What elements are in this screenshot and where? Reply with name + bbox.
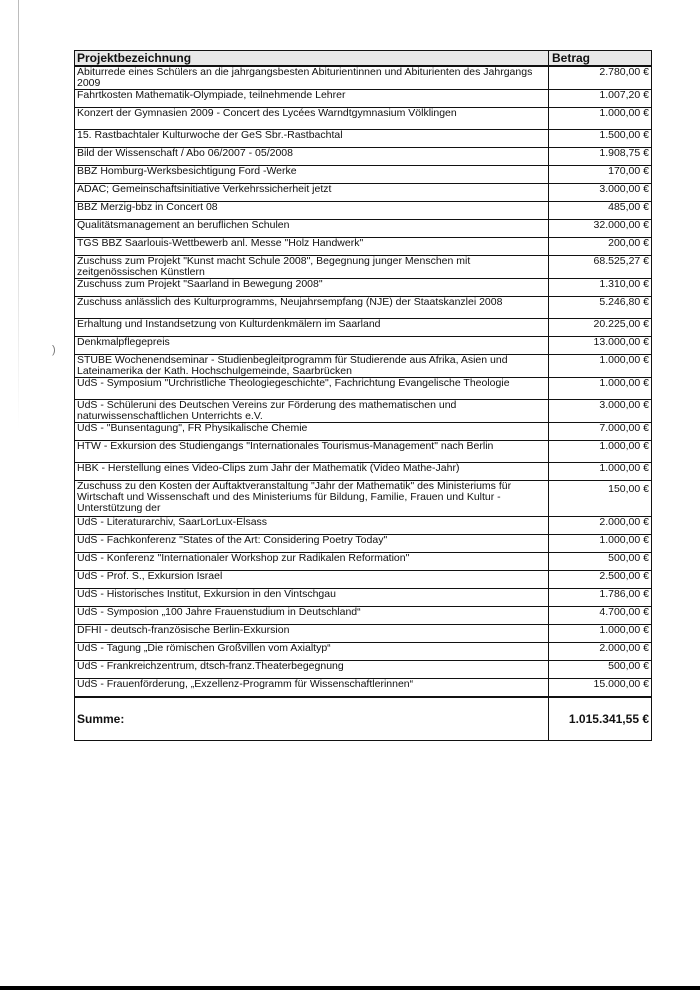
table-row <box>75 535 652 553</box>
table-row <box>75 400 652 423</box>
amount-cell: 13.000,00 € <box>549 337 652 355</box>
scan-bottom-edge <box>0 986 700 990</box>
table-row <box>75 355 652 378</box>
amount-cell: 2.000,00 € <box>549 643 652 661</box>
table-row <box>75 553 652 571</box>
table-row <box>75 423 652 441</box>
amount-cell: 200,00 € <box>549 238 652 256</box>
project-cell: Zuschuss anlässlich des Kulturprogramms, Neujahrsempfang (NJE) der Staatskanzlei 2008 <box>75 297 549 319</box>
table-row <box>75 661 652 679</box>
amount-cell: 20.225,00 € <box>549 319 652 337</box>
amount-cell: 1.786,00 € <box>549 589 652 607</box>
table-row <box>75 166 652 184</box>
table-row <box>75 279 652 297</box>
project-cell: Qualitätsmanagement an beruflichen Schulen <box>75 220 549 238</box>
amount-cell: 3.000,00 € <box>549 184 652 202</box>
project-cell: UdS - Prof. S., Exkursion Israel <box>75 571 549 589</box>
header-project: Projektbezeichnung <box>75 51 549 67</box>
project-cell: UdS - "Bunsentagung", FR Physikalische Chemie <box>75 423 549 441</box>
amount-cell: 485,00 € <box>549 202 652 220</box>
amount-cell: 1.000,00 € <box>549 441 652 463</box>
amount-cell: 1.000,00 € <box>549 355 652 378</box>
table-row <box>75 90 652 108</box>
amount-cell: 1.000,00 € <box>549 535 652 553</box>
project-cell: BBZ Homburg-Werksbesichtigung Ford -Werke <box>75 166 549 184</box>
project-cell: UdS - Konferenz "Internationaler Workshop zur Radikalen Reformation" <box>75 553 549 571</box>
project-cell: UdS - Tagung „Die römischen Großvillen vom Axialtyp“ <box>75 643 549 661</box>
project-cell: HBK - Herstellung eines Video-Clips zum Jahr der Mathematik (Video Mathe-Jahr) <box>75 463 549 481</box>
amount-cell: 2.000,00 € <box>549 517 652 535</box>
amount-cell: 5.246,80 € <box>549 297 652 319</box>
total-label: Summe: <box>75 697 549 741</box>
funding-table <box>74 50 652 741</box>
table-row <box>75 256 652 279</box>
project-cell: UdS - Fachkonferenz "States of the Art: Considering Poetry Today" <box>75 535 549 553</box>
table-row <box>75 108 652 130</box>
table-row <box>75 297 652 319</box>
table-row <box>75 571 652 589</box>
amount-cell: 500,00 € <box>549 661 652 679</box>
table-row <box>75 202 652 220</box>
project-cell: UdS - Symposion „100 Jahre Frauenstudium in Deutschland“ <box>75 607 549 625</box>
total-row <box>75 697 652 741</box>
project-cell: UdS - Symposium "Urchristliche Theologiegeschichte", Fachrichtung Evangelische Theologie <box>75 378 549 400</box>
amount-cell: 2.500,00 € <box>549 571 652 589</box>
amount-cell: 2.780,00 € <box>549 66 652 90</box>
amount-cell: 68.525,27 € <box>549 256 652 279</box>
table-row <box>75 643 652 661</box>
table-row <box>75 481 652 517</box>
project-cell: STUBE Wochenendseminar - Studienbegleitprogramm für Studierende aus Afrika, Asien und Lateinamerika der Kath. Hochschulgemeinde, Saarbrücken <box>75 355 549 378</box>
project-cell: 15. Rastbachtaler Kulturwoche der GeS Sbr.-Rastbachtal <box>75 130 549 148</box>
project-cell: ADAC; Gemeinschaftsinitiative Verkehrssicherheit jetzt <box>75 184 549 202</box>
table-row <box>75 517 652 535</box>
table-row <box>75 589 652 607</box>
amount-cell: 1.000,00 € <box>549 463 652 481</box>
project-cell: Zuschuss zum Projekt "Saarland in Bewegung 2008" <box>75 279 549 297</box>
amount-cell: 32.000,00 € <box>549 220 652 238</box>
project-cell: Bild der Wissenschaft / Abo 06/2007 - 05/2008 <box>75 148 549 166</box>
amount-cell: 1.000,00 € <box>549 108 652 130</box>
table-row <box>75 607 652 625</box>
project-cell: Konzert der Gymnasien 2009 - Concert des Lycées Warndtgymnasium Völklingen <box>75 108 549 130</box>
table-row <box>75 184 652 202</box>
table-row <box>75 441 652 463</box>
project-cell: DFHI - deutsch-französische Berlin-Exkursion <box>75 625 549 643</box>
project-cell: Fahrtkosten Mathematik-Olympiade, teilnehmende Lehrer <box>75 90 549 108</box>
amount-cell: 15.000,00 € <box>549 679 652 698</box>
amount-cell: 1.500,00 € <box>549 130 652 148</box>
project-cell: UdS - Literaturarchiv, SaarLorLux-Elsass <box>75 517 549 535</box>
table-row <box>75 319 652 337</box>
project-cell: BBZ Merzig-bbz in Concert 08 <box>75 202 549 220</box>
project-cell: UdS - Schüleruni des Deutschen Vereins zur Förderung des mathematischen und naturwissenschaftlichen Unterrichts e.V. <box>75 400 549 423</box>
amount-cell: 500,00 € <box>549 553 652 571</box>
amount-cell: 4.700,00 € <box>549 607 652 625</box>
amount-cell: 1.007,20 € <box>549 90 652 108</box>
project-cell: Abiturrede eines Schülers an die jahrgangsbesten Abiturientinnen und Abiturienten des Jahrgangs 2009 <box>75 66 549 90</box>
table-row <box>75 148 652 166</box>
project-cell: Denkmalpflegepreis <box>75 337 549 355</box>
amount-cell: 3.000,00 € <box>549 400 652 423</box>
scan-edge-left <box>18 0 19 430</box>
table-row <box>75 625 652 643</box>
table-body <box>75 66 652 741</box>
amount-cell: 1.908,75 € <box>549 148 652 166</box>
amount-cell: 1.000,00 € <box>549 625 652 643</box>
amount-cell: 1.000,00 € <box>549 378 652 400</box>
table-row <box>75 220 652 238</box>
amount-cell: 1.310,00 € <box>549 279 652 297</box>
table-row <box>75 679 652 698</box>
project-cell: UdS - Historisches Institut, Exkursion in den Vintschgau <box>75 589 549 607</box>
project-cell: Zuschuss zu den Kosten der Auftaktveranstaltung "Jahr der Mathematik" des Ministeriums für Wirtschaft und Wissenschaft und des Ministeriums für Bildung, Familie, Frauen und Kultur - Unterstützung der <box>75 481 549 517</box>
project-cell: TGS BBZ Saarlouis-Wettbewerb anl. Messe "Holz Handwerk" <box>75 238 549 256</box>
project-cell: UdS - Frauenförderung, „Exzellenz-Programm für Wissenschaftlerinnen“ <box>75 679 549 698</box>
table-row <box>75 463 652 481</box>
table-row <box>75 378 652 400</box>
project-cell: Erhaltung und Instandsetzung von Kulturdenkmälern im Saarland <box>75 319 549 337</box>
project-cell: HTW - Exkursion des Studiengangs "Internationales Tourismus-Management" nach Berlin <box>75 441 549 463</box>
amount-cell: 170,00 € <box>549 166 652 184</box>
amount-cell: 7.000,00 € <box>549 423 652 441</box>
total-amount: 1.015.341,55 € <box>549 697 652 741</box>
table-row <box>75 66 652 90</box>
project-cell: UdS - Frankreichzentrum, dtsch-franz.Theaterbegegnung <box>75 661 549 679</box>
amount-cell: 150,00 € <box>549 481 652 517</box>
header-amount: Betrag <box>549 51 652 67</box>
table-row <box>75 238 652 256</box>
table-header-row <box>75 51 652 67</box>
scan-mark: ) <box>52 344 56 356</box>
table-row <box>75 130 652 148</box>
table-row <box>75 337 652 355</box>
project-cell: Zuschuss zum Projekt "Kunst macht Schule 2008", Begegnung junger Menschen mit zeitgenössischen Künstlern <box>75 256 549 279</box>
